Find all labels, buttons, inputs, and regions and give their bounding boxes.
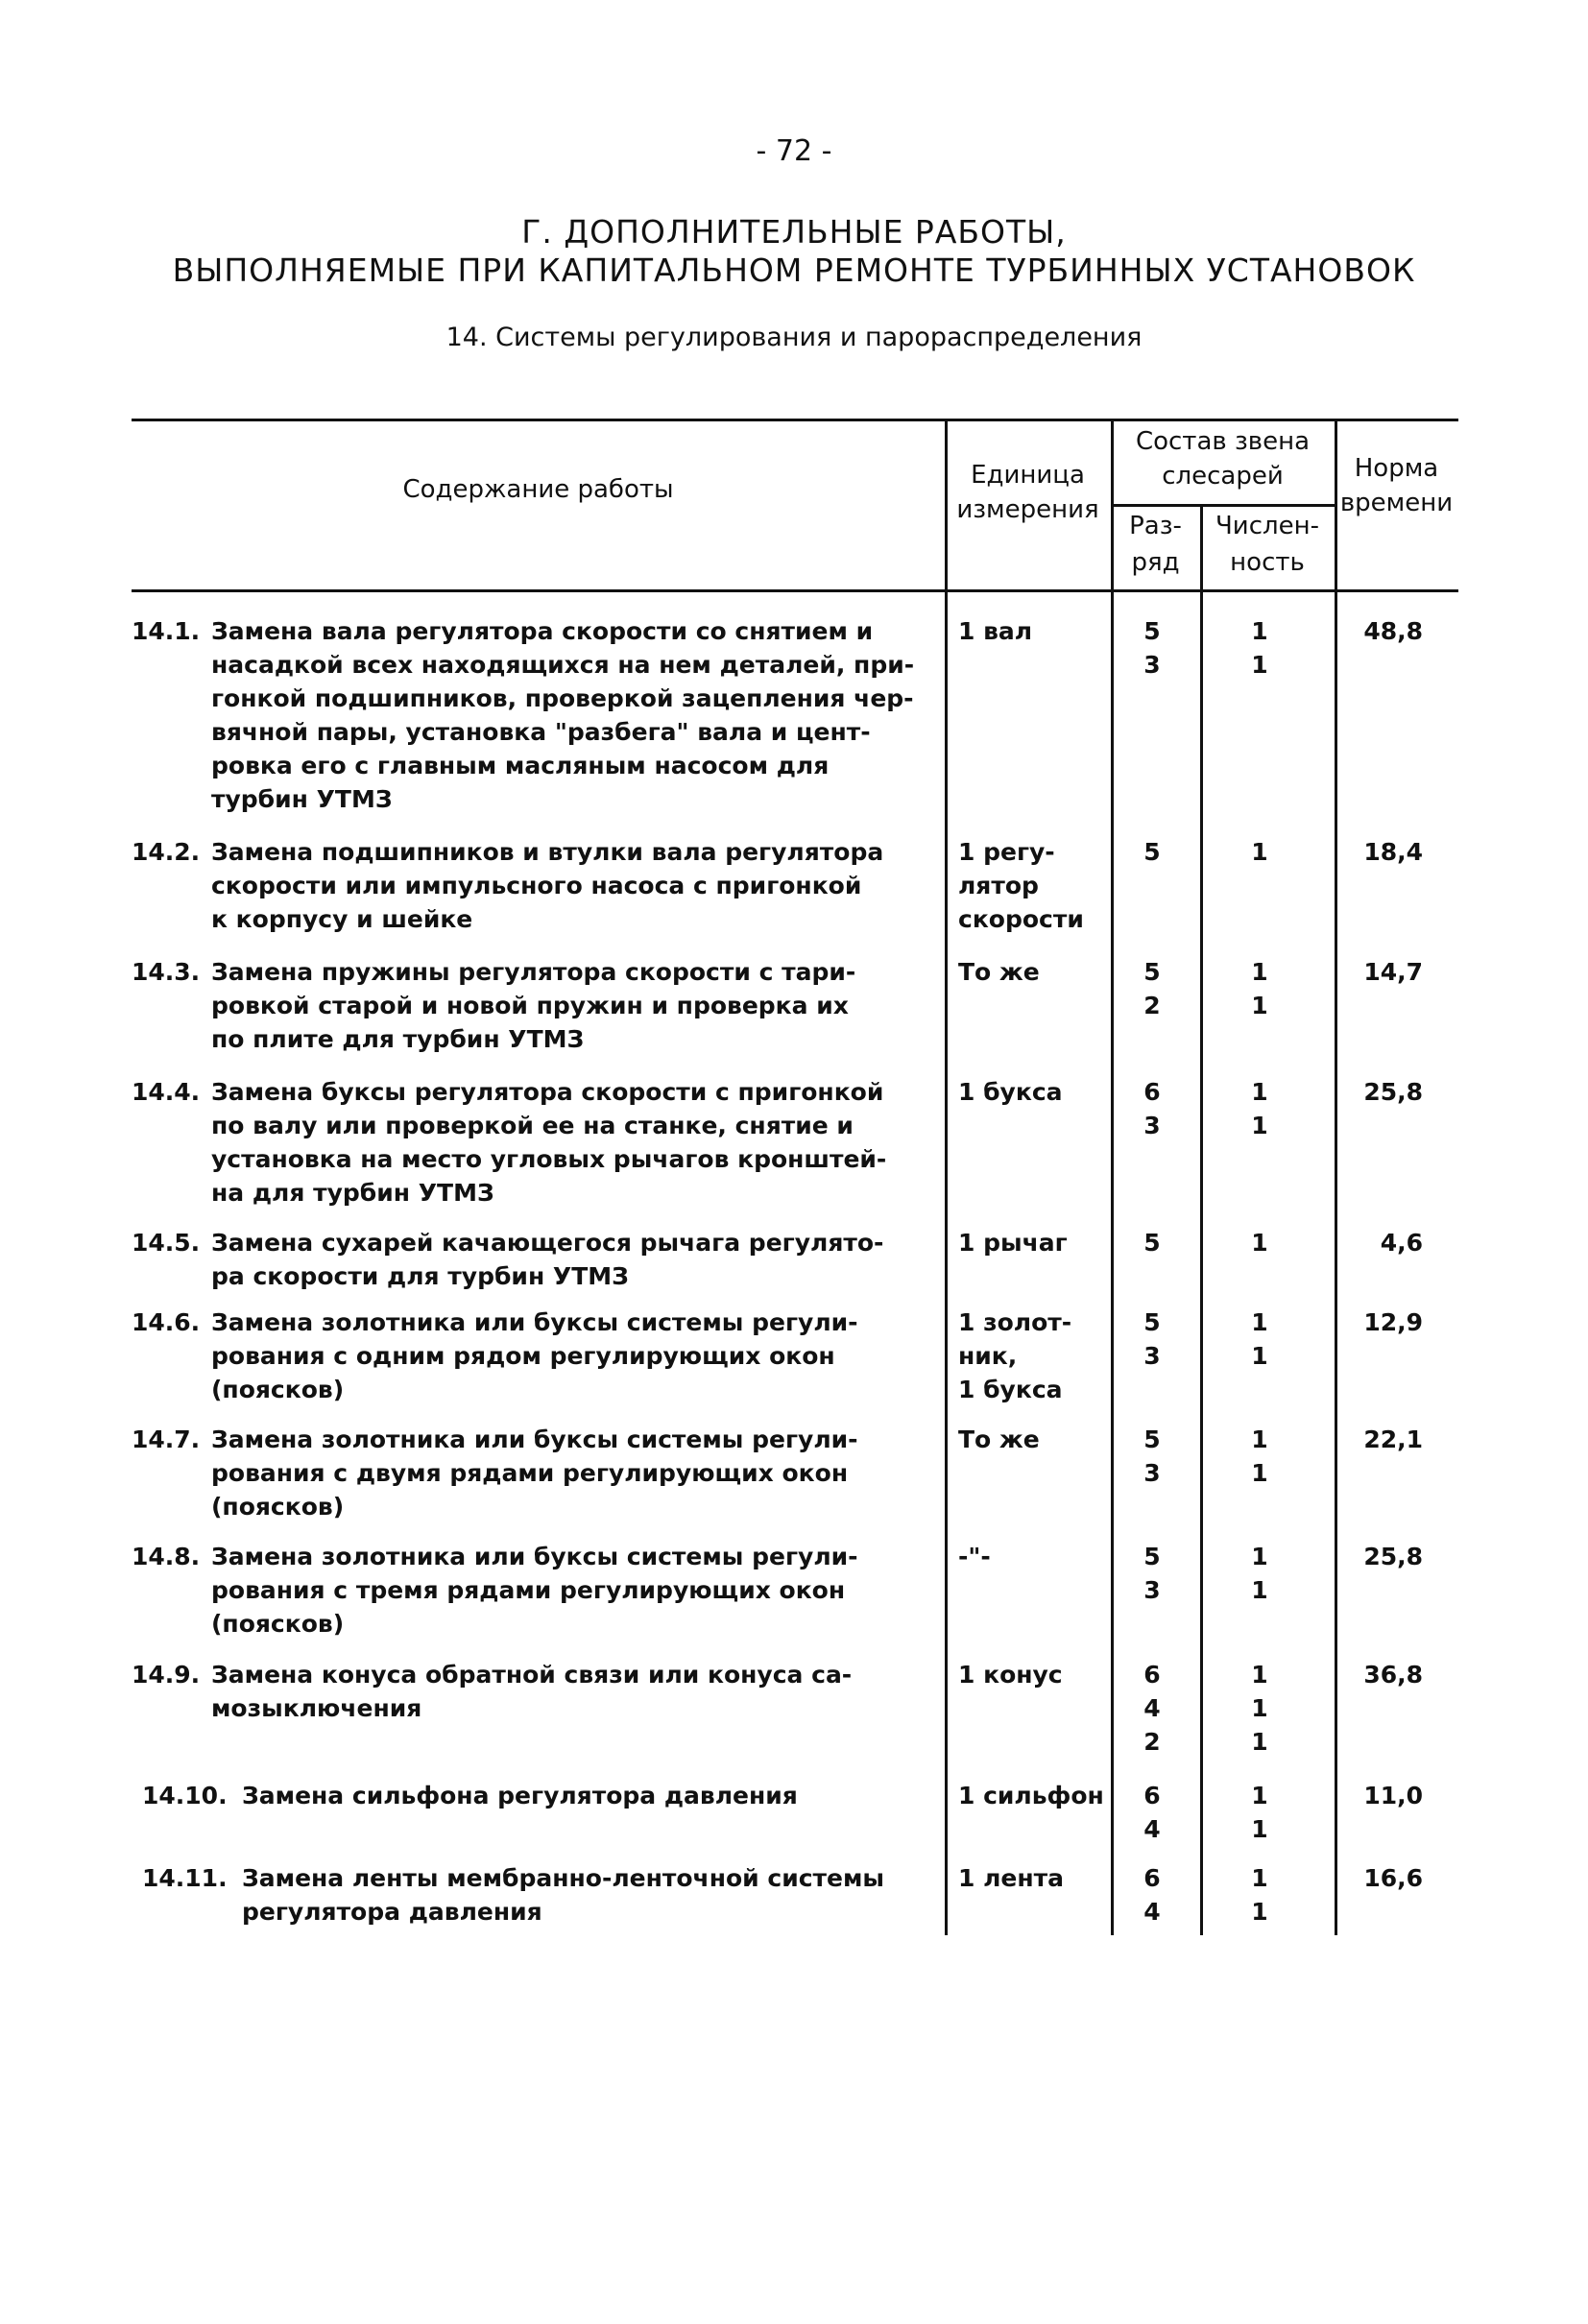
count-value: 1 — [1251, 1308, 1268, 1336]
row-work-description — [211, 1075, 922, 1210]
section-title: 14. Системы регулирования и парораспределения — [445, 323, 1143, 352]
work-description-line: рования с тремя рядами регулирующих окон — [211, 1576, 846, 1604]
row-number: 14.9. — [132, 1661, 201, 1689]
header-unit-line-1: Единица — [971, 461, 1085, 490]
unit-line: 1 вал — [958, 617, 1033, 645]
row-number: 14.4. — [132, 1078, 201, 1106]
row-counts — [1239, 1861, 1281, 1929]
row-number: 14.5. — [132, 1229, 201, 1257]
unit-line: скорости — [958, 905, 1084, 933]
row-grades — [1131, 1779, 1173, 1846]
row-grades — [1131, 1861, 1173, 1929]
count-value: 1 — [1251, 1898, 1268, 1926]
row-unit — [958, 1423, 1112, 1456]
work-description-line: Замена золотника или буксы системы регули- — [211, 1426, 858, 1453]
work-description-line: (поясков) — [211, 1493, 345, 1521]
grade-value: 3 — [1143, 1459, 1161, 1487]
row-time-norm: 4,6 — [1380, 1229, 1423, 1257]
work-description-line: ровка его с главным масляным насосом для — [211, 752, 830, 779]
work-description-line: (поясков) — [211, 1610, 345, 1638]
count-value: 1 — [1251, 1426, 1268, 1453]
grade-value: 6 — [1143, 1078, 1161, 1106]
grade-value: 4 — [1143, 1694, 1161, 1722]
grade-value: 4 — [1143, 1898, 1161, 1926]
row-unit — [958, 1075, 1112, 1109]
work-description-line: вячной пары, установка "разбега" вала и цент- — [211, 718, 871, 746]
work-description-line: Замена золотника или буксы системы регули- — [211, 1543, 858, 1570]
work-description-line: Замена сильфона регулятора давления — [242, 1782, 798, 1809]
work-description-line: (поясков) — [211, 1376, 345, 1403]
count-value: 1 — [1251, 651, 1268, 679]
work-description-line: Замена золотника или буксы системы регули- — [211, 1308, 858, 1336]
unit-line: 1 букса — [958, 1078, 1063, 1106]
row-grades — [1131, 835, 1173, 869]
grade-value: 5 — [1143, 958, 1161, 986]
row-counts — [1239, 1226, 1281, 1259]
work-description-line: Замена вала регулятора скорости со снятием и — [211, 617, 874, 645]
row-work-description — [211, 955, 922, 1056]
header-grade-line-2: ряд — [1131, 548, 1180, 577]
row-grades — [1131, 1658, 1173, 1759]
row-unit — [958, 835, 1112, 936]
work-description-line: регулятора давления — [242, 1898, 542, 1926]
count-value: 1 — [1251, 1782, 1268, 1809]
row-time-norm: 11,0 — [1363, 1782, 1423, 1809]
work-description-line: Замена подшипников и втулки вала регулятора — [211, 838, 884, 866]
work-description-line: гонкой подшипников, проверкой зацепления чер- — [211, 684, 914, 712]
count-value: 1 — [1251, 1078, 1268, 1106]
work-description-line: насадкой всех находящихся на нем деталей, при- — [211, 651, 915, 679]
row-counts — [1239, 1540, 1281, 1607]
work-description-line: Замена сухарей качающегося рычага регулято- — [211, 1229, 884, 1257]
row-time-norm: 25,8 — [1363, 1543, 1423, 1570]
unit-line: 1 регу- — [958, 838, 1055, 866]
row-number: 14.1. — [132, 617, 201, 645]
work-description-line: рования с одним рядом регулирующих окон — [211, 1342, 835, 1370]
count-value: 1 — [1251, 992, 1268, 1019]
row-counts — [1239, 1779, 1281, 1846]
unit-line: лятор — [958, 872, 1039, 899]
work-description-line: Замена пружины регулятора скорости с тари- — [211, 958, 856, 986]
grade-value: 2 — [1143, 1728, 1161, 1756]
row-number: 14.2. — [132, 838, 201, 866]
work-description-line: Замена буксы регулятора скорости с пригонкой — [211, 1078, 884, 1106]
row-counts — [1239, 955, 1281, 1022]
work-description-line: турбин УТМЗ — [211, 785, 393, 813]
work-description-line: по плите для турбин УТМЗ — [211, 1025, 585, 1053]
count-value: 1 — [1251, 1112, 1268, 1139]
unit-line: То же — [958, 1426, 1040, 1453]
header-norm-line-1: Норма — [1354, 454, 1439, 483]
header-crew-line-2: слесарей — [1162, 462, 1284, 491]
unit-line: 1 лента — [958, 1864, 1064, 1892]
row-time-norm: 14,7 — [1363, 958, 1423, 986]
work-description-line: на для турбин УТМЗ — [211, 1179, 494, 1207]
row-counts — [1239, 1658, 1281, 1759]
row-work-description — [242, 1861, 952, 1929]
work-description-line: Замена ленты мембранно-ленточной системы — [242, 1864, 885, 1892]
row-number: 14.6. — [132, 1308, 201, 1336]
grade-value: 3 — [1143, 1112, 1161, 1139]
row-grades — [1131, 614, 1173, 682]
row-number: 14.8. — [132, 1543, 201, 1570]
header-norm-line-2: времени — [1339, 489, 1454, 517]
count-value: 1 — [1251, 1342, 1268, 1370]
unit-line: 1 рычаг — [958, 1229, 1068, 1257]
work-description-line: установка на место угловых рычагов кронштей- — [211, 1145, 887, 1173]
row-unit — [958, 1779, 1112, 1812]
row-time-norm: 18,4 — [1363, 838, 1423, 866]
grade-value: 5 — [1143, 1426, 1161, 1453]
row-counts — [1239, 1306, 1281, 1373]
row-unit — [958, 1540, 1112, 1573]
table-header-bottom-rule — [132, 589, 1458, 592]
work-description-line: Замена конуса обратной связи или конуса са- — [211, 1661, 853, 1689]
row-work-description — [242, 1779, 952, 1812]
work-description-line: к корпусу и шейке — [211, 905, 473, 933]
count-value: 1 — [1251, 1661, 1268, 1689]
grade-value: 5 — [1143, 1543, 1161, 1570]
unit-line: -"- — [958, 1543, 991, 1570]
page-number: - 72 - — [756, 134, 832, 168]
row-work-description — [211, 1306, 922, 1406]
unit-column-divider — [945, 419, 948, 1935]
document-heading-line-2: ВЫПОЛНЯЕМЫЕ ПРИ КАПИТАЛЬНОМ РЕМОНТЕ ТУРБИННЫХ УСТАНОВОК — [172, 252, 1416, 289]
count-value: 1 — [1251, 1728, 1268, 1756]
grade-value: 3 — [1143, 651, 1161, 679]
row-unit — [958, 1658, 1112, 1691]
work-description-line: скорости или импульсного насоса с пригонкой — [211, 872, 862, 899]
row-time-norm: 36,8 — [1363, 1661, 1423, 1689]
row-counts — [1239, 835, 1281, 869]
row-unit — [958, 955, 1112, 989]
crew-subheader-rule — [1111, 504, 1335, 507]
grade-value: 5 — [1143, 1229, 1161, 1257]
row-unit — [958, 614, 1112, 648]
row-grades — [1131, 1540, 1173, 1607]
row-time-norm: 12,9 — [1363, 1308, 1423, 1336]
row-unit — [958, 1306, 1112, 1406]
count-value: 1 — [1251, 1229, 1268, 1257]
row-counts — [1239, 614, 1281, 682]
row-work-description — [211, 614, 922, 816]
unit-line: 1 букса — [958, 1376, 1063, 1403]
row-time-norm: 48,8 — [1363, 617, 1423, 645]
count-value: 1 — [1251, 1543, 1268, 1570]
row-work-description — [211, 1540, 922, 1641]
grade-value: 3 — [1143, 1576, 1161, 1604]
work-description-line: рования с двумя рядами регулирующих окон — [211, 1459, 849, 1487]
row-time-norm: 25,8 — [1363, 1078, 1423, 1106]
work-description-line: по валу или проверкой ее на станке, снятие и — [211, 1112, 854, 1139]
row-number: 14.3. — [132, 958, 201, 986]
grade-value: 6 — [1143, 1661, 1161, 1689]
header-content: Содержание работы — [402, 475, 674, 504]
table-top-rule — [132, 419, 1458, 421]
count-value: 1 — [1251, 1694, 1268, 1722]
count-value: 1 — [1251, 617, 1268, 645]
row-time-norm: 16,6 — [1363, 1864, 1423, 1892]
grade-value: 6 — [1143, 1782, 1161, 1809]
row-counts — [1239, 1075, 1281, 1142]
header-grade-line-1: Раз- — [1129, 512, 1182, 540]
grade-value: 3 — [1143, 1342, 1161, 1370]
work-description-line: мозыключения — [211, 1694, 422, 1722]
grade-value: 5 — [1143, 1308, 1161, 1336]
row-grades — [1131, 1306, 1173, 1373]
count-value: 1 — [1251, 1459, 1268, 1487]
row-work-description — [211, 1423, 922, 1523]
row-time-norm: 22,1 — [1363, 1426, 1423, 1453]
grade-count-divider — [1200, 504, 1203, 1935]
unit-line: 1 сильфон — [958, 1782, 1104, 1809]
unit-line: ник, — [958, 1342, 1018, 1370]
row-work-description — [211, 1226, 922, 1293]
count-value: 1 — [1251, 838, 1268, 866]
row-number: 14.10. — [142, 1782, 228, 1809]
grade-value: 5 — [1143, 617, 1161, 645]
header-unit-line-2: измерения — [956, 495, 1099, 524]
header-count-line-2: ность — [1230, 548, 1305, 577]
grade-value: 6 — [1143, 1864, 1161, 1892]
row-grades — [1131, 1423, 1173, 1490]
work-description-line: ра скорости для турбин УТМЗ — [211, 1262, 629, 1290]
row-work-description — [211, 835, 922, 936]
count-value: 1 — [1251, 1864, 1268, 1892]
row-unit — [958, 1226, 1112, 1259]
grade-value: 5 — [1143, 838, 1161, 866]
count-value: 1 — [1251, 958, 1268, 986]
row-work-description — [211, 1658, 922, 1725]
work-description-line: ровкой старой и новой пружин и проверка их — [211, 992, 849, 1019]
count-value: 1 — [1251, 1576, 1268, 1604]
row-number: 14.11. — [142, 1864, 228, 1892]
row-grades — [1131, 1075, 1173, 1142]
row-counts — [1239, 1423, 1281, 1490]
header-count-line-1: Числен- — [1215, 512, 1319, 540]
header-crew-line-1: Состав звена — [1135, 427, 1311, 456]
grade-value: 2 — [1143, 992, 1161, 1019]
document-heading-line-1: Г. ДОПОЛНИТЕЛЬНЫЕ РАБОТЫ, — [521, 213, 1067, 251]
unit-line: 1 золот- — [958, 1308, 1072, 1336]
unit-line: То же — [958, 958, 1040, 986]
row-grades — [1131, 955, 1173, 1022]
unit-line: 1 конус — [958, 1661, 1063, 1689]
row-number: 14.7. — [132, 1426, 201, 1453]
count-value: 1 — [1251, 1815, 1268, 1843]
row-grades — [1131, 1226, 1173, 1259]
row-unit — [958, 1861, 1112, 1895]
grade-value: 4 — [1143, 1815, 1161, 1843]
